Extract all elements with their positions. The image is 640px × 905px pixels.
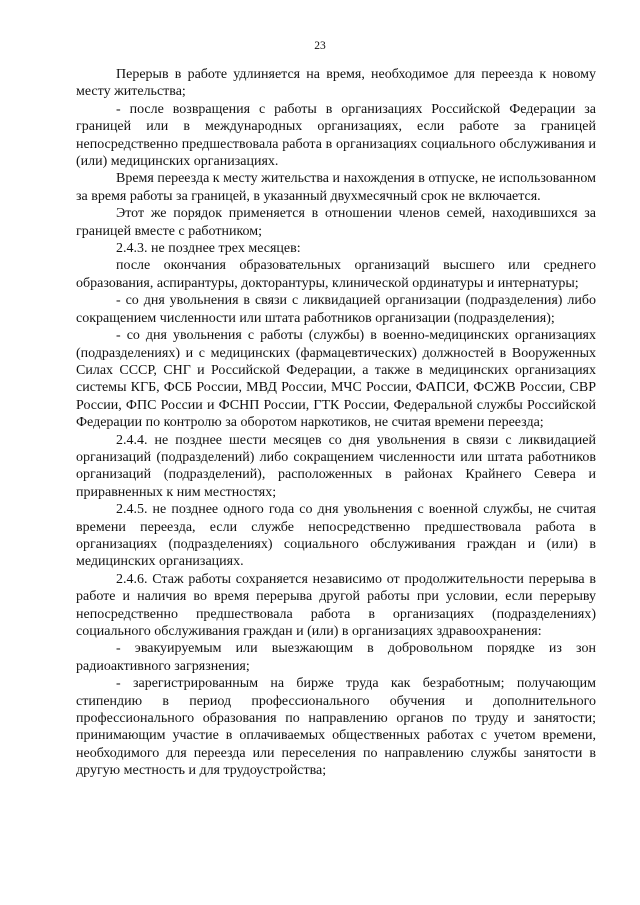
page-number: 23 — [314, 40, 326, 52]
paragraph: - после возвращения с работы в организациях Российской Федерации за границей или в международных организациях, если работе за границей непосредственно предшествовала работа в организациях социального обслуживания и (или) медицинских организациях. — [76, 101, 596, 170]
paragraph: - со дня увольнения в связи с ликвидацией организации (подразделения) либо сокращением численности или штата работников организации (подразделения); — [76, 293, 596, 326]
paragraph: - зарегистрированным на бирже труда как безработным; получающим стипендию в период профессионального обучения и дополнительного профессионального образования по направлению органов по труду и занятости; принимающим участие в оплачиваемых общественных работах с учетом времени, необходимого для переезда или переселения по направлению службы занятости в другую местность и для трудоустройства; — [76, 676, 596, 779]
paragraph: - эвакуируемым или выезжающим в добровольном порядке из зон радиоактивного загрязнения; — [76, 641, 596, 674]
paragraph: после окончания образовательных организаций высшего или среднего образования, аспирантуры, докторантуры, клинической ординатуры и интернатуры; — [76, 258, 596, 291]
paragraph: 2.4.3. не позднее трех месяцев: — [116, 241, 301, 257]
paragraph: 2.4.6. Стаж работы сохраняется независимо от продолжительности перерыва в работе и наличия во время перерыва другой работы при условии, если перерыву непосредственно предшествовала работа в организациях (подразделениях) социального обслуживания граждан и (или) в организациях здравоохранения: — [76, 571, 596, 639]
document-body — [76, 66, 596, 780]
paragraph: 2.4.4. не позднее шести месяцев со дня увольнения в связи с ликвидацией организаций (подразделений) либо сокращением численности или штата работников организаций (подразделений), расположенных в районах Крайнего Севера и приравненных к ним местностях; — [76, 432, 596, 500]
paragraph: Перерыв в работе удлиняется на время, необходимое для переезда к новому месту жительства; — [76, 67, 596, 100]
paragraph: Этот же порядок применяется в отношении членов семей, находившихся за границей вместе с работником; — [76, 206, 596, 239]
paragraph: 2.4.5. не позднее одного года со дня увольнения с военной службы, не считая времени переезда, если службе непосредственно предшествовала работа в организациях (подразделениях) социального обслуживания граждан и (или) в медицинских организациях. — [76, 502, 596, 570]
paragraph: - со дня увольнения с работы (службы) в военно-медицинских организациях (подразделениях) и с медицинских (фармацевтических) должностей в Вооруженных Силах СССР, СНГ и Российской Федерации, а также в медицинских организациях системы КГБ, ФСБ России, МВД России, МЧС России, ФАПСИ, ФСЖВ России, СВР России, ФПС России и ФСНП России, ГТК России, Федеральной службы Российской Федерации по контролю за оборотом наркотиков, не считая времени переезда; — [76, 328, 596, 431]
paragraph: Время переезда к месту жительства и нахождения в отпуске, не использованном за время работы за границей, в указанный двухмесячный срок не включается. — [76, 171, 596, 204]
